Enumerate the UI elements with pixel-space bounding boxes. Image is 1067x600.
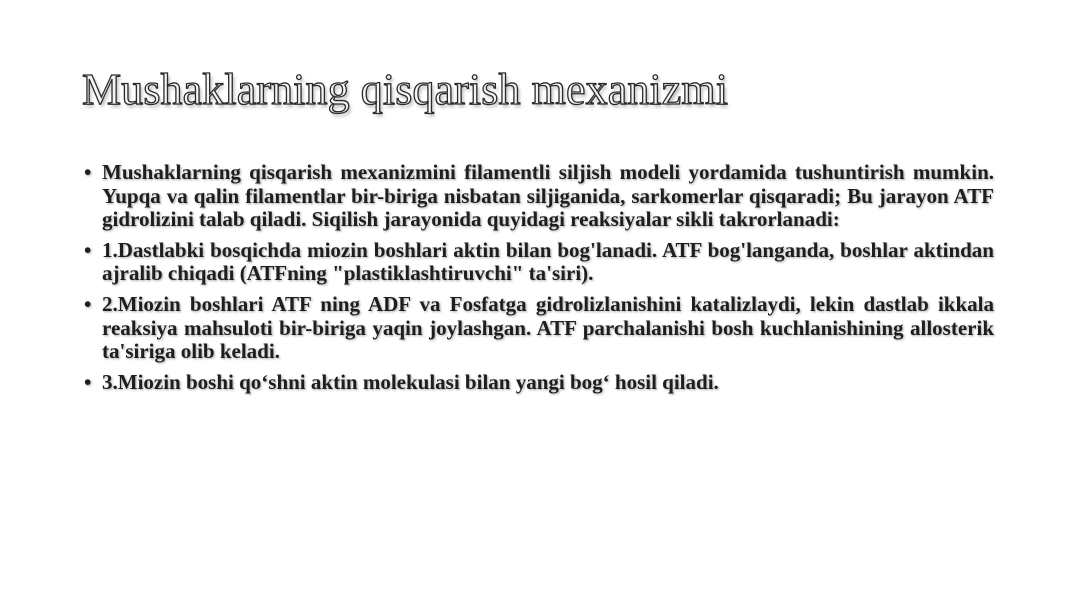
bullet-text: 3.Miozin boshi qo‘shni aktin molekulasi bilan yangi bog‘ hosil qiladi.	[102, 369, 719, 394]
bullet-item	[84, 239, 994, 286]
bullet-item	[84, 293, 994, 364]
bullet-marker: •	[84, 237, 92, 262]
slide-title: Mushaklarning qisqarish mexanizmi	[82, 65, 729, 114]
bullet-item	[84, 161, 994, 232]
bullet-marker: •	[84, 369, 92, 394]
bullet-text: 1.Dastlabki bosqichda miozin boshlari aktin bilan bog'lanadi. ATF bog'langanda, boshlar aktindan ajralib chiqadi (ATFning "plastiklashtiruvchi" ta'siri).	[102, 237, 994, 286]
bullet-text: Mushaklarning qisqarish mexanizmini filamentli siljish modeli yordamida tushuntirish mumkin. Yupqa va qalin filamentlar bir-biriga nisbatan siljiganida, sarkomerlar qisqaradi; Bu jarayon ATF gidrolizini talab qiladi. Siqilish jarayonida quyidagi reaksiyalar sikli takrorlanadi:	[102, 160, 994, 232]
bullet-text: 2.Miozin boshlari ATF ning ADF va Fosfatga gidrolizlanishini katalizlaydi, lekin dastlab ikkala reaksiya mahsuloti bir-biriga yaqin joylashgan. ATF parchalanishi bosh kuchlanishining allosterik ta'siriga olib keladi.	[102, 291, 994, 364]
bullet-marker: •	[84, 160, 92, 184]
bullet-marker: •	[84, 291, 92, 316]
bullet-item	[84, 371, 994, 395]
bullet-list	[84, 161, 994, 401]
